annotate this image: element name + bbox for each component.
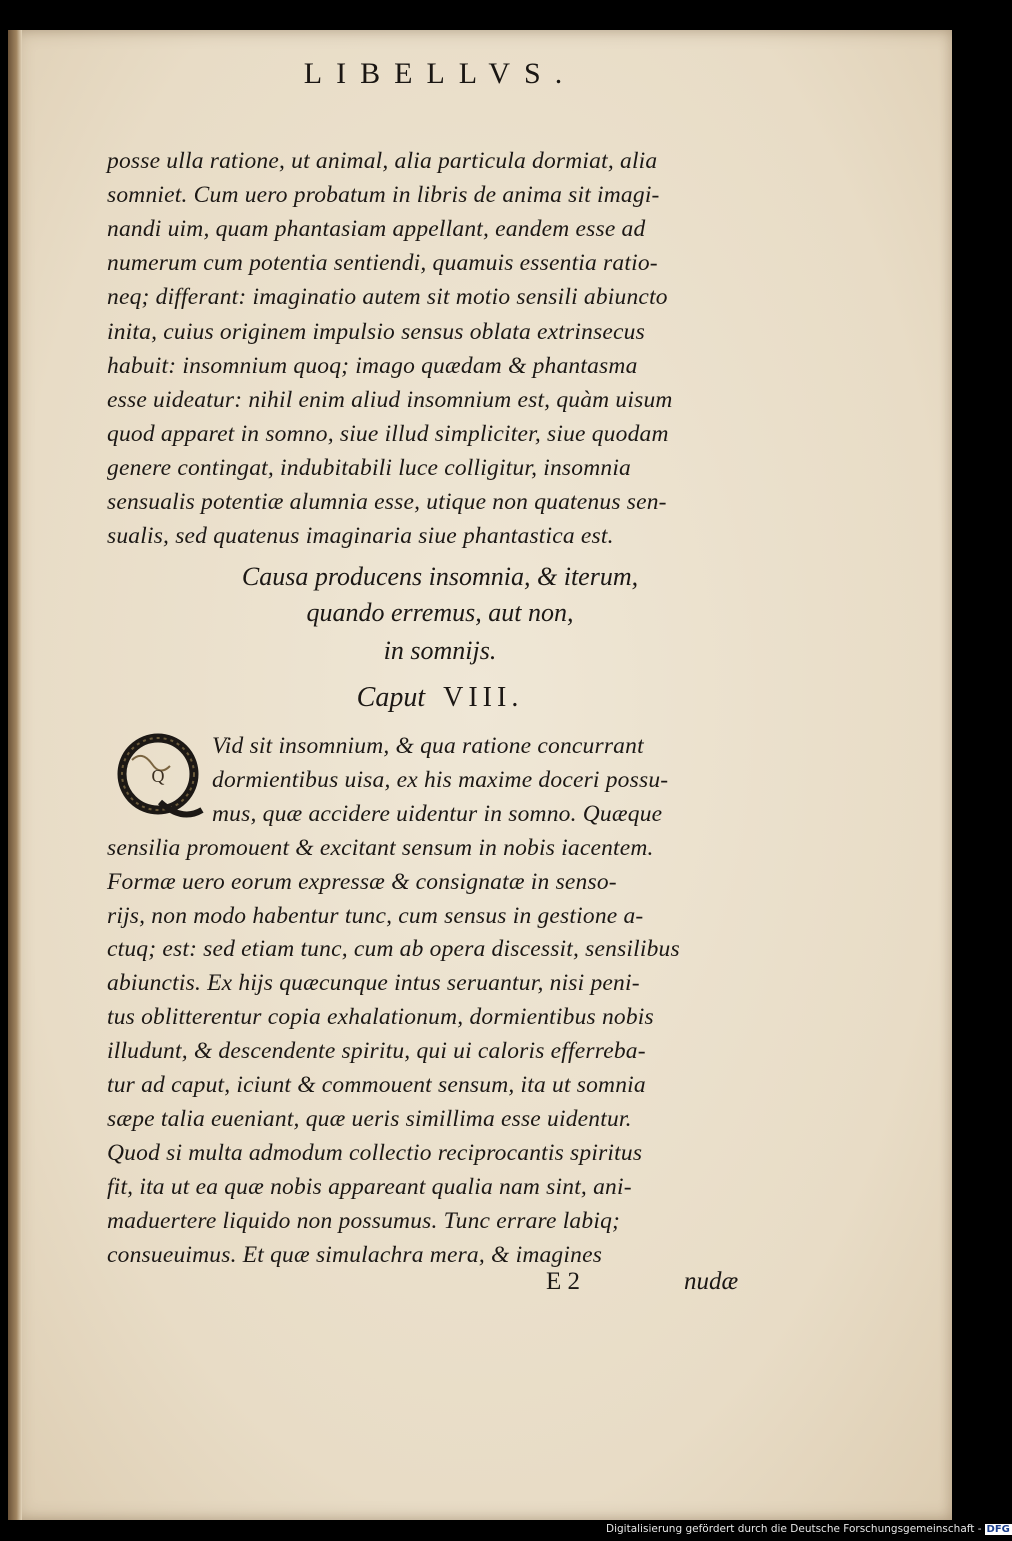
- text-line: genere contingat, indubitabili luce colligitur, insomnia: [107, 454, 632, 481]
- heading-line: Causa producens insomnia, & iterum,: [241, 562, 639, 591]
- text-line: inita, cuius originem impulsio sensus oblata extrinsecus: [107, 318, 645, 345]
- text-line: ctuq; est: sed etiam tunc, cum ab opera discessit, sensilibus: [107, 936, 680, 963]
- catchword: nudæ: [684, 1268, 739, 1295]
- text-line: quod apparet in somno, siue illud simpliciter, siue quodam: [107, 420, 669, 447]
- text-line: maduertere liquido non possumus. Tunc errare labiq;: [107, 1207, 621, 1234]
- decorated-initial-q-icon: [112, 730, 204, 822]
- signature-mark: E 2: [546, 1268, 581, 1295]
- text-line: sæpe talia eueniant, quæ ueris simillima esse uidentur.: [107, 1105, 632, 1132]
- text-line: fit, ita ut ea quæ nobis appareant qualia nam sint, ani-: [107, 1173, 632, 1200]
- text-line: nandi uim, quam phantasiam appellant, eandem esse ad: [107, 216, 646, 243]
- heading-line: quando erremus, aut non,: [306, 598, 574, 627]
- text-line: sualis, sed quatenus imaginaria siue phantastica est.: [107, 523, 614, 550]
- text-line: sensilia promouent & excitant sensum in nobis iacentem.: [107, 834, 654, 861]
- text-line: numerum cum potentia sentiendi, quamuis essentia ratio-: [107, 250, 658, 277]
- text-line: abiunctis. Ex hijs quæcunque intus seruantur, nisi peni-: [107, 970, 640, 997]
- running-head: LIBELLVS.: [303, 57, 577, 90]
- caput-word: Caput: [356, 682, 426, 713]
- svg-text:Q: Q: [151, 766, 165, 786]
- footer-text: Digitalisierung gefördert durch die Deutsche Forschungsgemeinschaft -: [606, 1523, 982, 1535]
- text-line: Formæ uero eorum expressæ & consignatæ in senso-: [107, 868, 617, 895]
- text-line: consueuimus. Et quæ simulachra mera, & imagines: [107, 1241, 603, 1268]
- funding-footer: [606, 1523, 1012, 1535]
- text-line: somniet. Cum uero probatum in libris de anima sit imagi-: [107, 182, 660, 209]
- text-line: Vid sit insomnium, & qua ratione concurrant: [212, 733, 644, 759]
- text-line: Quod si multa admodum collectio reciprocantis spiritus: [107, 1139, 643, 1166]
- text-line: sensualis potentiæ alumnia esse, utique non quatenus sen-: [107, 489, 667, 515]
- caput-numeral: VIII.: [443, 682, 524, 713]
- text-line: rijs, non modo habentur tunc, cum sensus in gestione a-: [107, 902, 644, 929]
- dfg-logo: DFG: [986, 1524, 1010, 1535]
- text-line: neq; differant: imaginatio autem sit motio sensili abiuncto: [107, 284, 668, 311]
- text-line: esse uideatur: nihil enim aliud insomnium est, quàm uisum: [107, 386, 673, 413]
- text-line: tus oblitterentur copia exhalationum, dormientibus nobis: [107, 1004, 654, 1031]
- text-line: tur ad caput, iciunt & commouent sensum, ita ut somnia: [107, 1072, 646, 1098]
- text-line: illudunt, & descendente spiritu, qui ui caloris efferreba-: [107, 1038, 646, 1065]
- text-line: habuit: insomnium quoq; imago quædam & phantasma: [107, 352, 638, 379]
- chapter-number: [0, 682, 880, 714]
- text-line: dormientibus uisa, ex his maxime doceri possu-: [212, 766, 669, 793]
- page-spine-shadow: [8, 30, 22, 1520]
- heading-line: in somnijs.: [383, 636, 497, 665]
- text-line: mus, quæ accidere uidentur in somno. Quæque: [212, 800, 663, 827]
- text-line: posse ulla ratione, ut animal, alia particula dormiat, alia: [107, 148, 658, 174]
